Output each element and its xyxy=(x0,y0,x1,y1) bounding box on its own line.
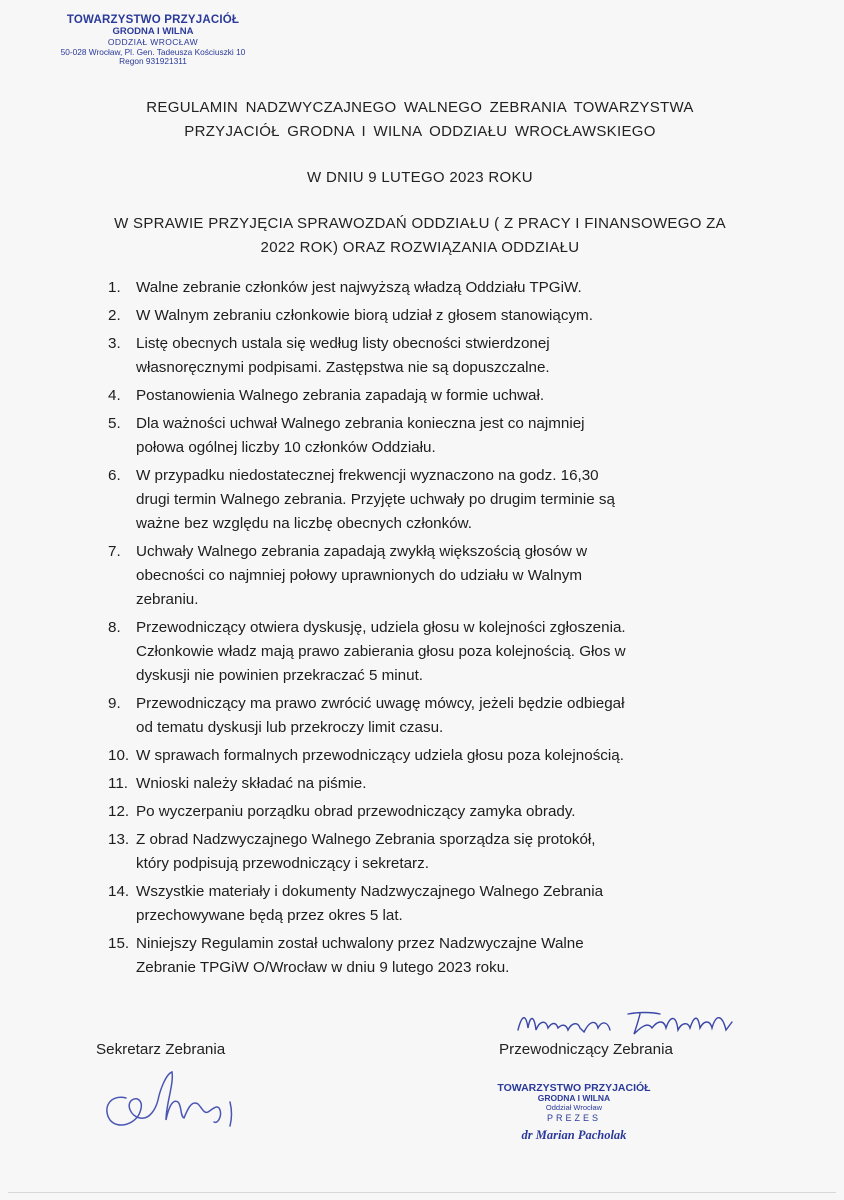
item-number: 10. xyxy=(108,747,130,764)
document-title xyxy=(60,96,780,144)
item-number: 9. xyxy=(108,695,121,712)
stamp-role: PREZES xyxy=(546,1113,601,1124)
list-item xyxy=(108,692,768,740)
item-number: 2. xyxy=(108,307,121,324)
list-item xyxy=(108,332,768,380)
item-number: 1. xyxy=(108,279,121,296)
stamp-line: Oddział Wrocław xyxy=(545,1102,603,1112)
list-item xyxy=(108,616,768,688)
item-number: 6. xyxy=(108,467,121,484)
document-date: W DNIU 9 LUTEGO 2023 ROKU xyxy=(307,169,533,186)
organization-stamp xyxy=(48,14,258,67)
item-text: Po wyczerpaniu porządku obrad przewodniczący zamyka obrady. xyxy=(136,803,576,820)
stamp-regon: Regon 931921311 xyxy=(119,56,187,67)
title-line-1: REGULAMIN NADZWYCZAJNEGO WALNEGO ZEBRANIA TOWARZYSTWA xyxy=(146,99,694,116)
list-item xyxy=(108,384,768,408)
president-stamp xyxy=(474,1082,674,1142)
stamp-line: TOWARZYSTWO PRZYJACIÓŁ xyxy=(497,1082,651,1094)
item-number: 11. xyxy=(108,775,128,792)
stamp-line: GRODNA I WILNA xyxy=(112,26,194,38)
list-item xyxy=(108,304,768,328)
item-number: 5. xyxy=(108,415,121,432)
stamp-line: ODDZIAŁ WROCŁAW xyxy=(107,37,199,48)
list-item xyxy=(108,932,768,980)
item-number: 12. xyxy=(108,803,130,820)
list-item xyxy=(108,276,768,300)
secretary-signature xyxy=(96,1064,256,1134)
stamp-name: dr Marian Pacholak xyxy=(521,1127,627,1142)
stamp-line: TOWARZYSTWO PRZYJACIÓŁ xyxy=(66,14,240,26)
item-text: W Walnym zebraniu członkowie biorą udział z głosem stanowiącym. xyxy=(136,307,593,324)
page-edge-divider xyxy=(8,1192,836,1193)
item-text: Uchwały Walnego zebrania zapadają zwykłą większością głosów w obecności co najmniej połowy uprawnionych do udziału w Walnym zebraniu. xyxy=(136,543,588,608)
title-line-2: PRZYJACIÓŁ GRODNA I WILNA ODDZIAŁU WROCŁAWSKIEGO xyxy=(184,123,656,140)
list-item xyxy=(108,412,768,460)
chairman-label: Przewodniczący Zebrania xyxy=(499,1041,673,1058)
item-text: W sprawach formalnych przewodniczący udziela głosu poza kolejnością. xyxy=(136,747,624,764)
list-item xyxy=(108,800,768,824)
list-item xyxy=(108,540,768,612)
item-text: Listę obecnych ustala się według listy obecności stwierdzonej własnoręcznymi podpisami. Zastępstwa nie są dopuszczalne. xyxy=(136,335,550,376)
item-text: Przewodniczący otwiera dyskusję, udziela głosu w kolejności zgłoszenia. Członkowie władz mają prawo zabierania głosu poza kolejnością. Głos w dyskusji nie powinien przekraczać 5 minut. xyxy=(136,619,626,684)
item-text: W przypadku niedostatecznej frekwencji wyznaczono na godz. 16,30 drugi termin Walnego zebrania. Przyjęte uchwały po drugim terminie są ważne bez względu na liczbę obecnych członków. xyxy=(136,467,615,532)
list-item xyxy=(108,772,768,796)
list-item xyxy=(108,880,768,928)
item-text: Postanowienia Walnego zebrania zapadają w formie uchwał. xyxy=(136,387,545,404)
item-number: 3. xyxy=(108,335,121,352)
item-text: Wnioski należy składać na piśmie. xyxy=(136,775,367,792)
document-subject xyxy=(60,212,780,260)
item-number: 14. xyxy=(108,883,130,900)
regulation-list xyxy=(108,276,768,984)
item-text: Walne zebranie członków jest najwyższą władzą Oddziału TPGiW. xyxy=(136,279,582,296)
list-item xyxy=(108,744,768,768)
item-text: Przewodniczący ma prawo zwrócić uwagę mówcy, jeżeli będzie odbiegał od tematu dyskusji lub przekroczy limit czasu. xyxy=(136,695,625,736)
stamp-address: 50-028 Wrocław, Pl. Gen. Tadeusza Kościuszki 10 xyxy=(60,46,246,57)
item-text: Niniejszy Regulamin został uchwalony przez Nadzwyczajne Walne Zebranie TPGiW O/Wrocław w dniu 9 lutego 2023 roku. xyxy=(136,935,584,976)
item-text: Z obrad Nadzwyczajnego Walnego Zebrania sporządza się protokół, który podpisują przewodniczący i sekretarz. xyxy=(136,831,596,872)
secretary-label: Sekretarz Zebrania xyxy=(96,1041,226,1058)
item-number: 4. xyxy=(108,387,121,404)
item-number: 7. xyxy=(108,543,121,560)
list-item xyxy=(108,464,768,536)
item-number: 15. xyxy=(108,935,130,952)
list-item xyxy=(108,828,768,876)
chairman-signature xyxy=(512,1006,744,1040)
subject-line-1: W SPRAWIE PRZYJĘCIA SPRAWOZDAŃ ODDZIAŁU ( Z PRACY I FINANSOWEGO ZA xyxy=(114,215,726,232)
stamp-line: GRODNA I WILNA xyxy=(537,1093,611,1104)
subject-line-2: 2022 ROK) ORAZ ROZWIĄZANIA ODDZIAŁU xyxy=(260,239,580,256)
item-text: Wszystkie materiały i dokumenty Nadzwyczajnego Walnego Zebrania przechowywane będą przez okres 5 lat. xyxy=(136,883,604,924)
item-number: 8. xyxy=(108,619,121,636)
item-text: Dla ważności uchwał Walnego zebrania konieczna jest co najmniej połowa ogólnej liczby 10 członków Oddziału. xyxy=(136,415,585,456)
item-number: 13. xyxy=(108,831,130,848)
